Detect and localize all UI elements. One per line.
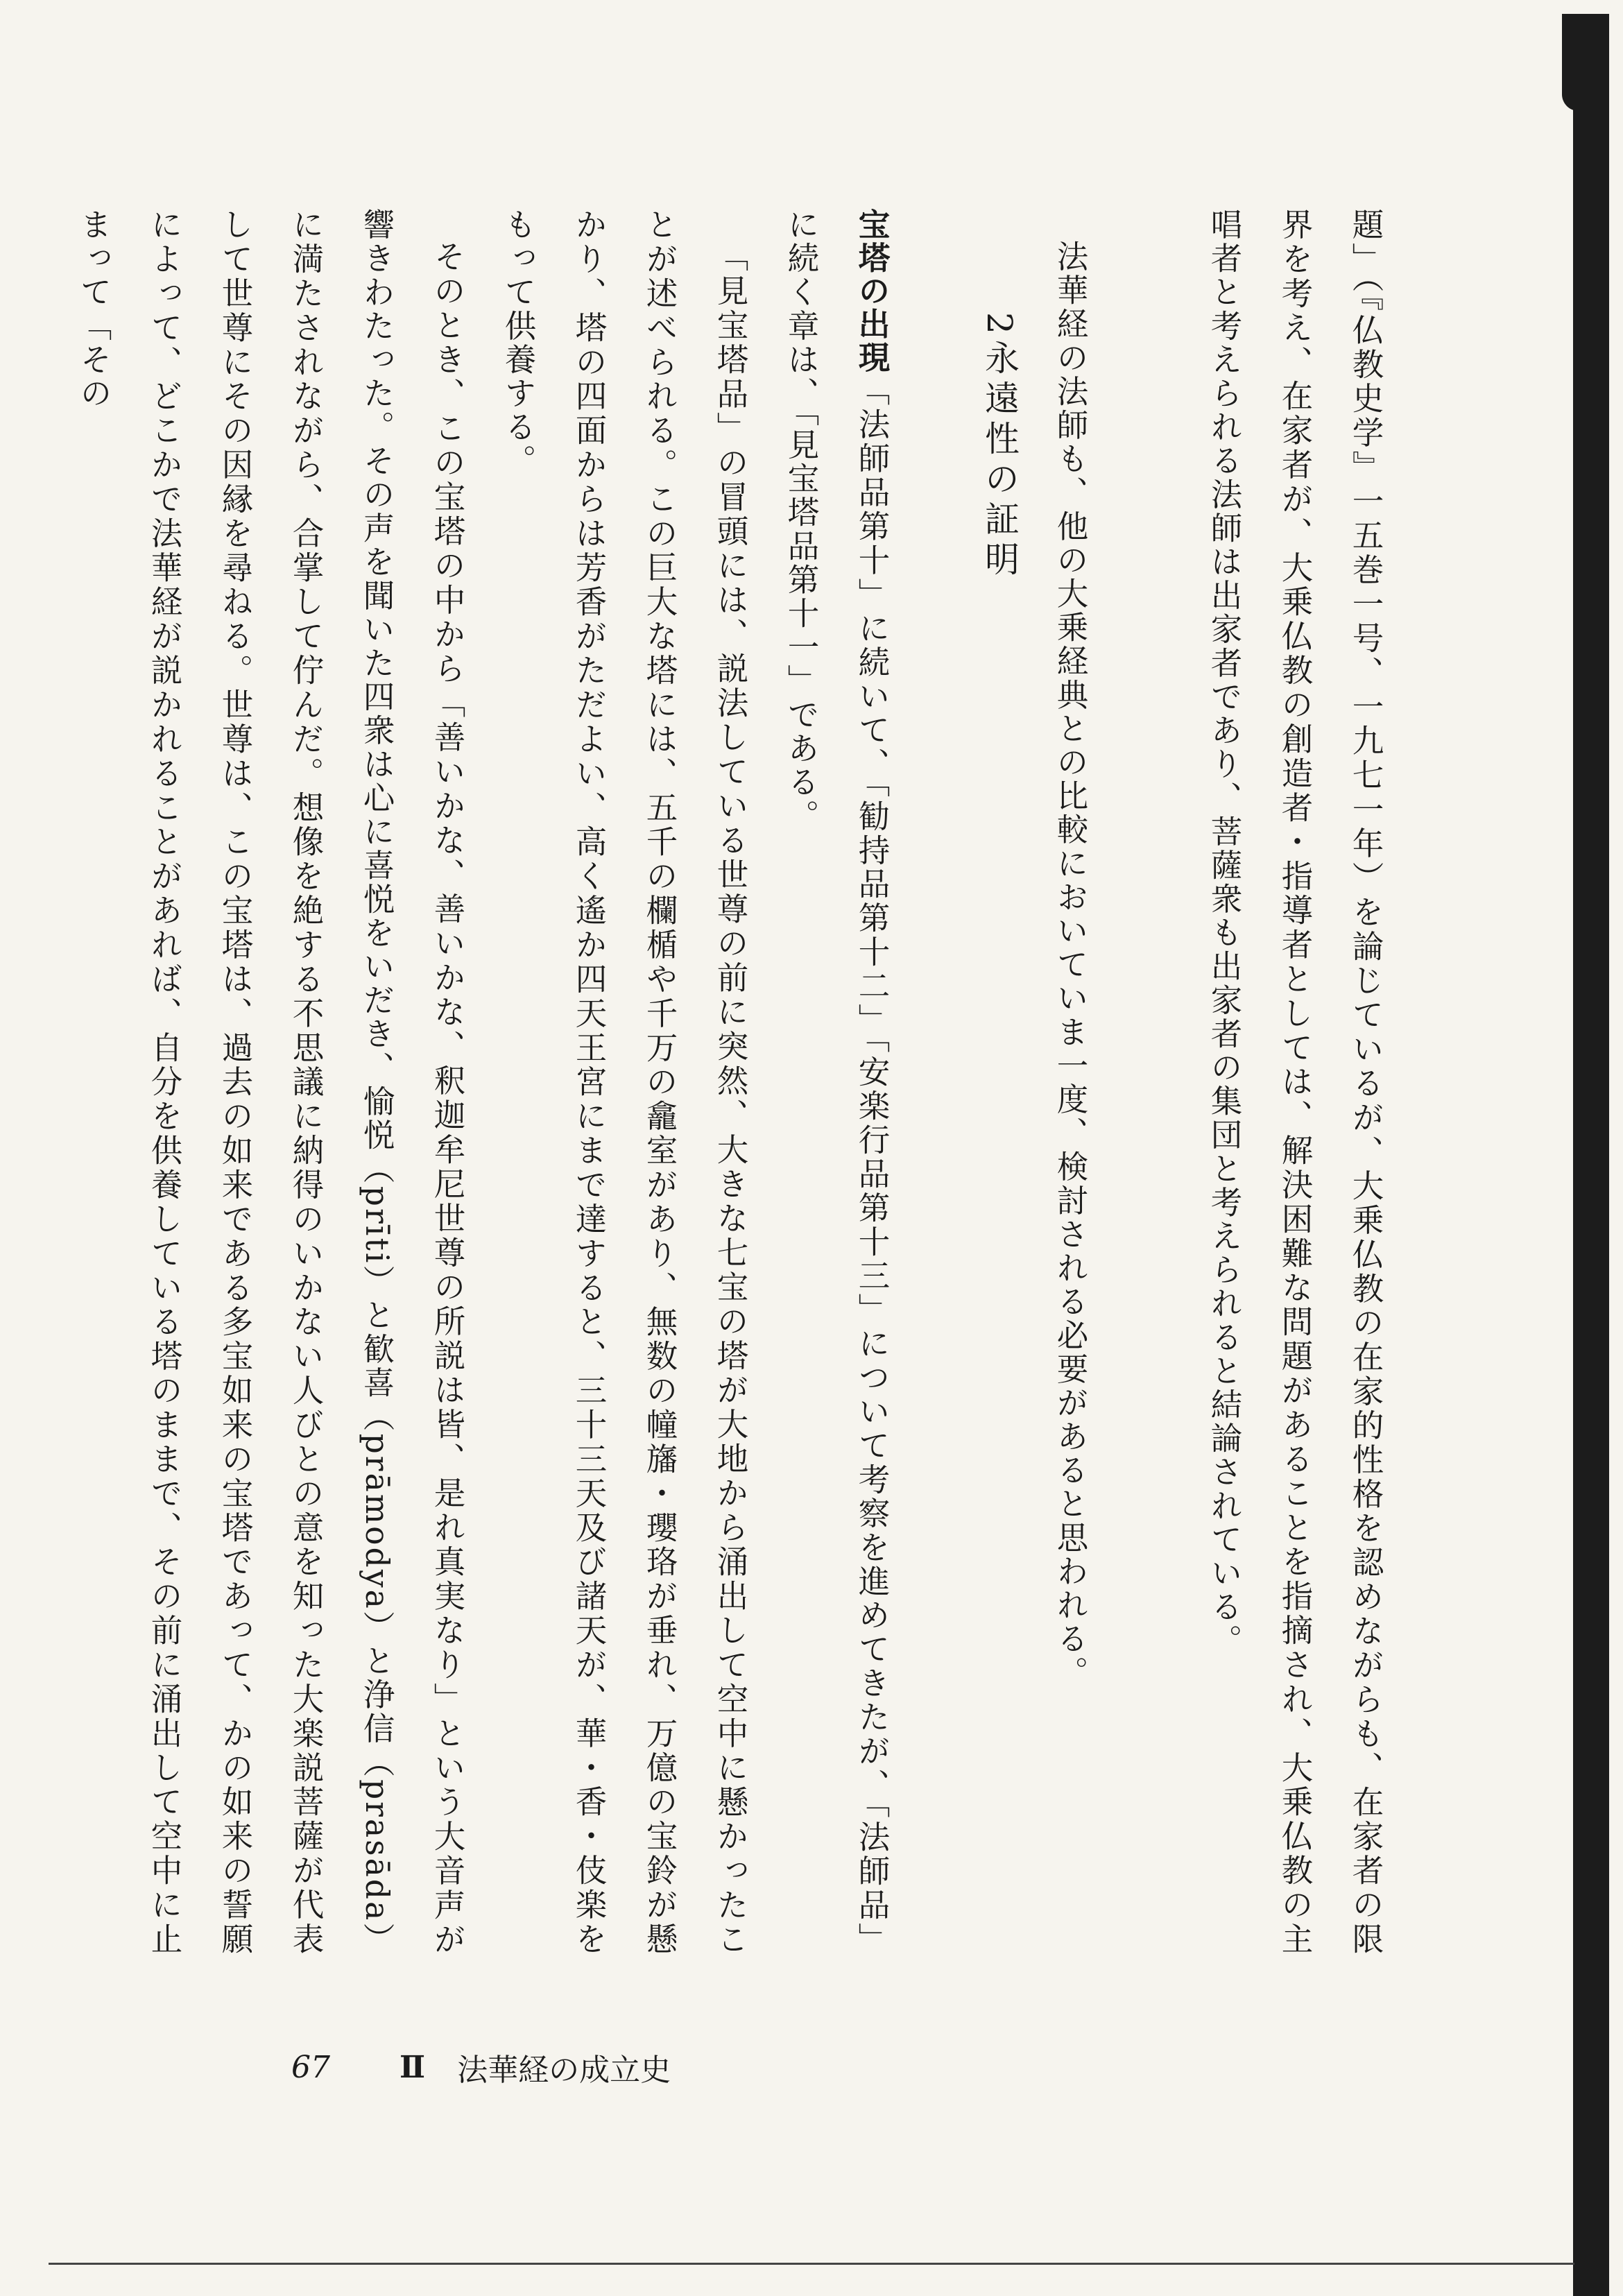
paragraph: そのとき、この宝塔の中から「善いかな、善いかな、釈迦牟尼世尊の所説は皆、是れ真実なり」という大音声が響きわたった。その声を聞いた四衆は心に喜悦をいだき、愉悦（prīti）と歓喜（prāmodya）と浄信（prasāda）に満たされながら、合掌して佇んだ。想像を絶する不思議に納得のいかない人びとの意を知った大楽説菩薩が代表して世尊にその因縁を尋ねる。世尊は、この宝塔は、過去の如来である多宝如来の宝塔であって、かの如来の誓願によって、どこかで法華経が説かれることがあれば、自分を供養している塔のままで、その前に涌出して空中に止まって「その <box>76 208 466 1956</box>
page-number: 67 <box>291 2049 330 2085</box>
running-title: 法華経の成立史 <box>457 2053 671 2088</box>
section-heading <box>907 312 1035 1956</box>
paragraph-with-subhead <box>766 208 907 1956</box>
scan-edge-shadow <box>1573 14 1609 2296</box>
part-numeral: Ⅱ <box>400 2049 426 2085</box>
page-footer <box>291 2043 671 2091</box>
subsection-heading: 宝塔の出現 <box>854 208 891 375</box>
bottom-edge-line <box>49 2263 1574 2265</box>
vertical-body-text <box>76 208 1401 1956</box>
section-number: 2 <box>979 312 1020 340</box>
section-title: 永遠性の証明 <box>979 339 1020 581</box>
paragraph: 法華経の法師も、他の大乗経典との比較においていま一度、検討される必要があると思われる。 <box>1052 239 1089 1690</box>
paragraph-text: 「法師品第十」に続いて、「勧持品第十二」「安楽行品第十三」について考察を進めてきたが、「法師品」に続く章は、「見宝塔品第十一」である。 <box>783 208 891 1956</box>
paragraph: 「見宝塔品」の冒頭には、説法している世尊の前に突然、大きな七宝の塔が大地から涌出して空中に懸かったことが述べられる。この巨大な塔には、五千の欄楯や千万の龕室があり、無数の幢旛・瓔珞が垂れ、万億の宝鈴が懸かり、塔の四面からは芳香がただよい、高く遙か四天王宮にまで達すると、三十三天及び諸天が、華・香・伎楽をもって供養する。 <box>500 208 749 1956</box>
paragraph: 題」（『仏教史学』一五巻一号、一九七一年）を論じているが、大乗仏教の在家的性格を認めながらも、在家者の限界を考え、在家者が、大乗仏教の創造者・指導者としては、解決困難な問題があることを指摘され、大乗仏教の主唱者と考えられる法師は出家者であり、菩薩衆も出家者の集団と考えられると結論されている。 <box>1206 208 1384 1956</box>
